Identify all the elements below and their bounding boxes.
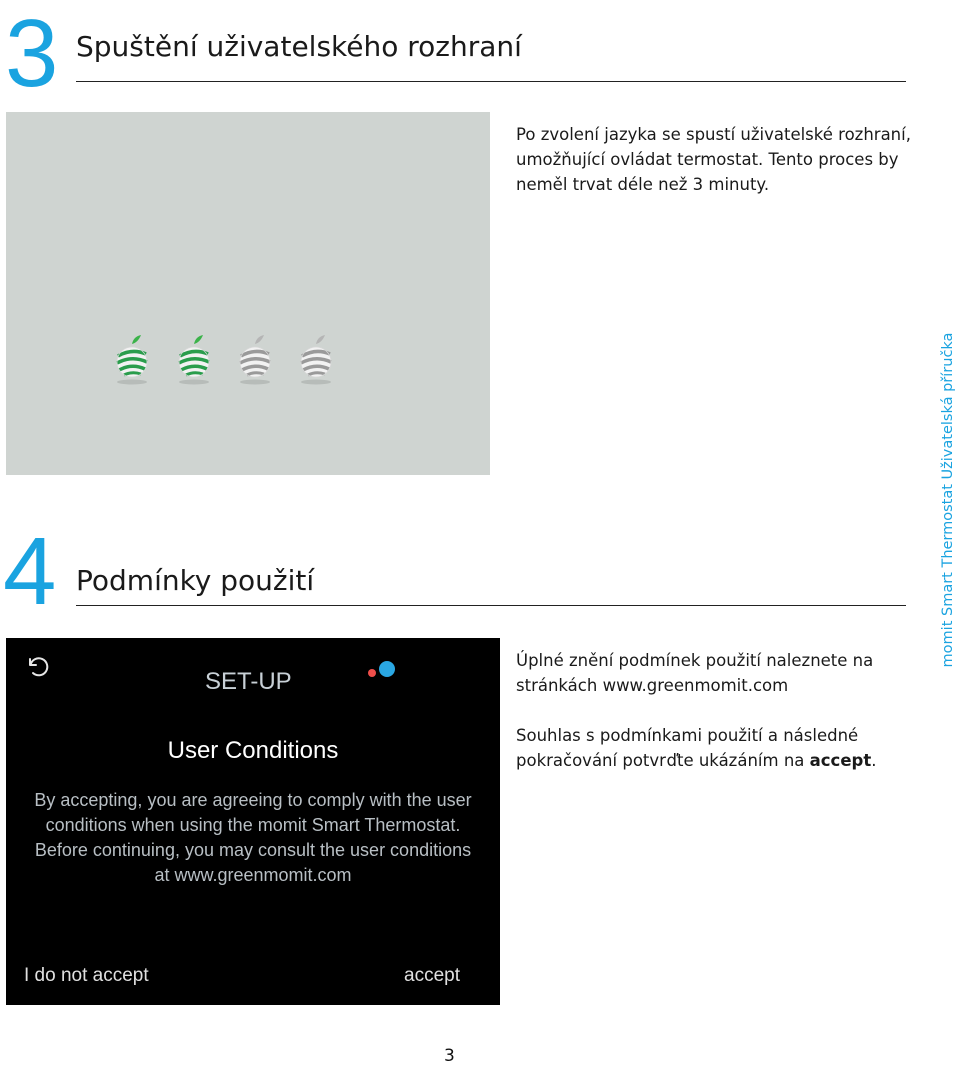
momit-logo-ball-icon (233, 332, 277, 390)
step-indicator-red-dot (368, 669, 376, 677)
section3-description: Po zvolení jazyka se spustí uživatelské rozhraní, umožňující ovládat termostat. Tento proces by neměl trvat déle než 3 minuty. (516, 125, 911, 194)
page-number: 3 (444, 1046, 455, 1066)
decline-button[interactable]: I do not accept (24, 965, 149, 986)
back-arrow-icon[interactable] (22, 652, 50, 680)
accept-button[interactable]: accept (404, 965, 460, 986)
instruction-end: . (871, 751, 877, 770)
section-divider-4 (76, 605, 906, 606)
section-number-3: 3 (5, 0, 59, 107)
side-manual-label: momit Smart Thermostat Uživatelská příručka (940, 332, 956, 668)
section-title-3: Spuštění uživatelského rozhraní (76, 30, 522, 63)
section4-terms-link-text: Úplné znění podmínek použití naleznete na stránkách www.greenmomit.com (516, 651, 874, 695)
instruction-text: Souhlas s podmínkami použití a následné pokračování potvrďte ukázáním na (516, 726, 859, 770)
step-indicator-blue-dot (379, 661, 395, 677)
user-conditions-text: By accepting, you are agreeing to comply with the user conditions when using the momit Smart Thermostat. Before continuing, you may consult the user conditions at www.greenmomit.com (34, 790, 472, 885)
momit-logo-ball-icon (294, 332, 338, 390)
section-number-4: 4 (3, 518, 57, 625)
section4-accept-instruction (516, 723, 926, 773)
momit-logo-ball-icon (110, 332, 154, 390)
section-title-4: Podmínky použití (76, 564, 315, 597)
user-conditions-title: User Conditions (167, 737, 339, 764)
setup-header: SET-UP (205, 668, 292, 695)
loading-screen-image (6, 112, 490, 475)
momit-logo-ball-icon (172, 332, 216, 390)
thermostat-screen (6, 638, 500, 1005)
section-divider-3 (76, 81, 906, 82)
accept-keyword: accept (809, 751, 872, 770)
